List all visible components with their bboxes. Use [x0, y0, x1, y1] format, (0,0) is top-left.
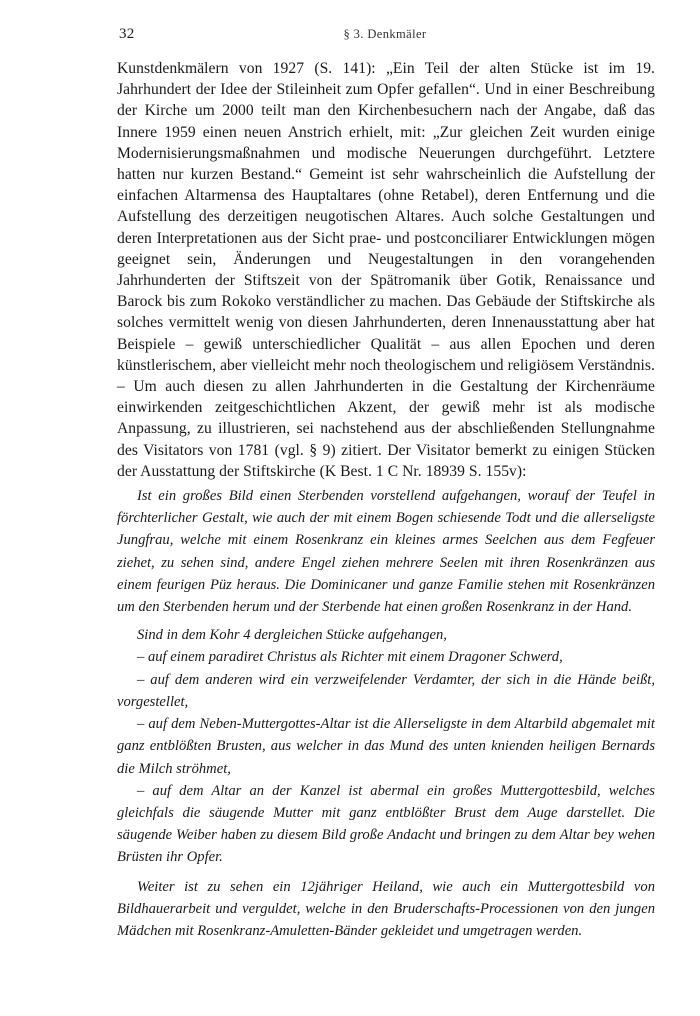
- running-head: § 3. Denkmäler: [343, 27, 427, 41]
- main-text-block: [117, 58, 655, 942]
- quote-line-choir: Sind in dem Kohr 4 dergleichen Stücke aufgehangen,: [137, 627, 447, 644]
- quote-line-christ-judge: – auf einem paradiret Christus als Richter mit einem Dragoner Schwerd,: [137, 649, 563, 666]
- page-header: [115, 26, 655, 48]
- quote-paragraph-painting: Ist ein großes Bild einen Sterbenden vorstellend aufgehangen, worauf der Teufel in förchterlicher Gestalt, wie auch der mit einem Bogen schiesende Todt und die allerseligste Jungfrau, welche mit einem Rosenkranz ein kleines armes Seelchen aus dem Fegfeuer ziehet, zu sehen sind, andere Engel ziehen mehrere Seelen mit ihren Rosenkränzen aus einem feurigen Püz heraus. Die Dominicaner und ganze Familie stehen mit Rosenkränzen um den Sterbenden herum und der Sterbende hat einen großen Rosenkranz in der Hand.: [117, 488, 655, 616]
- body-paragraph: Kunstdenkmälern von 1927 (S. 141): „Ein Teil der alten Stücke ist im 19. Jahrhundert der Idee der Stileinheit zum Opfer gefallen“. Und in einer Beschreibung der Kirche um 2000 teilt man den Kirchenbesuchern nach der Angabe, daß das Innere 1959 einen neuen Anstrich erhielt, mit: „Zur gleichen Zeit wurden einige Modernisierungsmaßnahmen und modische Neuerungen durchgeführt. Letztere hatten nur kurzen Bestand.“ Gemeint ist sehr wahrscheinlich die Aufstellung der einfachen Altarmensa des Hauptaltares (ohne Retabel), deren Entfernung und die Aufstellung des derzeitigen neugotischen Altares. Auch solche Gestaltungen und deren Interpretationen aus der Sicht prae- und postconciliarer Entwicklungen mögen geeignet sein, Änderungen und Neugestaltungen in den vorangehenden Jahrhunderten der Stiftszeit von der Spätromanik über Gotik, Renaissance und Barock bis zum Rokoko verständlicher zu machen. Das Gebäude der Stiftskirche als solches vermittelt wenig von diesen Jahrhunderten, deren Innenausstattung aber hat Beispiele – gewiß unterschiedlicher Qualität – aus allen Epochen und deren künstlerischem, aber vielleicht mehr noch theologischem und religiösem Verständnis. – Um auch diesen zu allen Jahrhunderten in die Gestaltung der Kirchenräume einwirkenden zeitgeschichtlichen Akzent, der gewiß mehr ist als modische Anpassung, zu illustrieren, sei nachstehend aus der abschließenden Stellungnahme des Visitators von 1781 (vgl. § 9) zitiert. Der Visitator bemerkt zu einigen Stücken der Ausstattung der Stiftskirche (K Best. 1 C Nr. 18939 S. 155v):: [117, 60, 655, 480]
- quote-line-side-altar: – auf dem Neben-Muttergottes-Altar ist die Allerseligste in dem Altarbild abgemalet mit ganz entblößten Brusten, aus welcher in das Mund des unten knienden heiligen Bernards die Milch ströhmet,: [117, 716, 655, 777]
- quote-line-pulpit-altar: – auf dem Altar an der Kanzel ist abermal ein großes Muttergottesbild, welches gleichfals die säugende Mutter mit ganz entblößter Brust dem Auge darstellet. Die säugende Weiber haben zu diesem Bild große Andacht und bringen zu dem Altar bey wehen Brüsten ihr Opfer.: [117, 782, 655, 866]
- quote-line-damned: – auf dem anderen wird ein verzweifelender Verdamter, der sich in die Hände beißt, vorgestellet,: [117, 671, 655, 710]
- page-number: 32: [119, 26, 135, 42]
- quote-paragraph-procession: Weiter ist zu sehen ein 12jähriger Heiland, wie auch ein Muttergottesbild von Bildhauerarbeit und verguldet, welche in den Bruderschafts-Processionen von den jungen Mädchen mit Rosenkranz-Amuletten-Bänder gekleidet und umgetragen werden.: [117, 878, 655, 939]
